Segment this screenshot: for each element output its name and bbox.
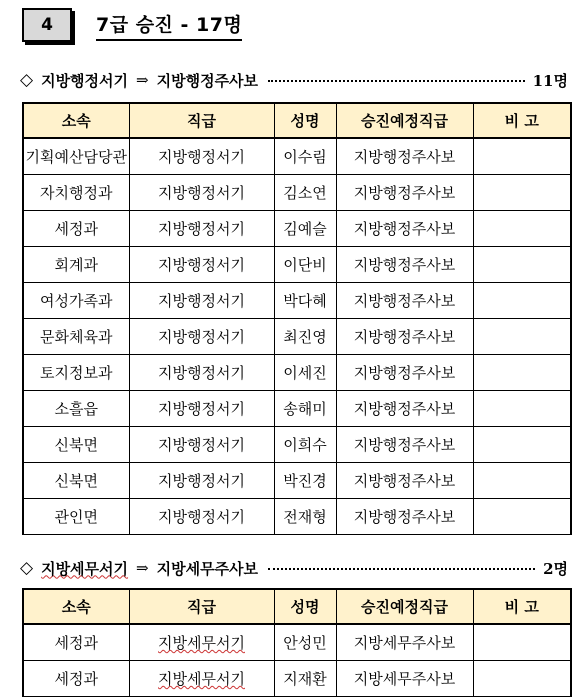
diamond-bullet-icon: ◇ bbox=[20, 70, 34, 90]
cell-rank: 지방행정서기 bbox=[129, 247, 274, 283]
table-row bbox=[23, 427, 571, 463]
cell-name: 이희수 bbox=[274, 427, 336, 463]
cell-remarks bbox=[473, 624, 571, 661]
cell-affiliation: 신북면 bbox=[23, 463, 129, 499]
header-promoted-rank: 승진예정직급 bbox=[336, 589, 473, 624]
cell-promoted-rank: 지방세무주사보 bbox=[336, 624, 473, 661]
cell-name: 김소연 bbox=[274, 175, 336, 211]
table-row bbox=[23, 624, 571, 661]
cell-affiliation: 회계과 bbox=[23, 247, 129, 283]
group-heading-admin bbox=[20, 69, 568, 91]
group-to-rank: 지방행정주사보 bbox=[156, 71, 259, 90]
promotion-table-admin bbox=[22, 102, 572, 535]
cell-promoted-rank: 지방행정주사보 bbox=[336, 247, 473, 283]
cell-remarks bbox=[473, 247, 571, 283]
arrow-icon: ⇒ bbox=[136, 71, 149, 89]
cell-affiliation: 관인면 bbox=[23, 499, 129, 535]
cell-affiliation: 세정과 bbox=[23, 661, 129, 697]
header-promoted-rank: 승진예정직급 bbox=[336, 103, 473, 138]
cell-name: 이단비 bbox=[274, 247, 336, 283]
table-row bbox=[23, 391, 571, 427]
cell-remarks bbox=[473, 175, 571, 211]
cell-promoted-rank: 지방행정주사보 bbox=[336, 283, 473, 319]
cell-promoted-rank: 지방행정주사보 bbox=[336, 499, 473, 535]
cell-rank: 지방행정서기 bbox=[129, 138, 274, 175]
cell-rank: 지방행정서기 bbox=[129, 283, 274, 319]
header-rank: 직급 bbox=[129, 103, 274, 138]
cell-promoted-rank: 지방행정주사보 bbox=[336, 138, 473, 175]
table-row bbox=[23, 211, 571, 247]
group-count: 2명 bbox=[543, 559, 568, 578]
cell-name: 안성민 bbox=[274, 624, 336, 661]
cell-remarks bbox=[473, 355, 571, 391]
group-from-rank: 지방세무서기 bbox=[41, 559, 129, 578]
cell-rank: 지방행정서기 bbox=[129, 211, 274, 247]
cell-affiliation: 신북면 bbox=[23, 427, 129, 463]
cell-name: 지재환 bbox=[274, 661, 336, 697]
cell-affiliation: 소흘읍 bbox=[23, 391, 129, 427]
cell-rank: 지방행정서기 bbox=[129, 427, 274, 463]
cell-name: 이수림 bbox=[274, 138, 336, 175]
table-header-row bbox=[23, 103, 571, 138]
section-title: 7급 승진 - 17명 bbox=[96, 10, 242, 41]
section-header bbox=[22, 6, 242, 44]
cell-remarks bbox=[473, 499, 571, 535]
header-affiliation: 소속 bbox=[23, 589, 129, 624]
cell-remarks bbox=[473, 319, 571, 355]
cell-rank: 지방행정서기 bbox=[129, 319, 274, 355]
cell-name: 전재형 bbox=[274, 499, 336, 535]
cell-affiliation: 기획예산담당관 bbox=[23, 138, 129, 175]
group-to-rank: 지방세무주사보 bbox=[156, 559, 259, 578]
table-row bbox=[23, 138, 571, 175]
header-remarks: 비 고 bbox=[473, 103, 571, 138]
cell-affiliation: 문화체육과 bbox=[23, 319, 129, 355]
header-remarks: 비 고 bbox=[473, 589, 571, 624]
dotted-leader bbox=[268, 568, 535, 570]
table-row bbox=[23, 247, 571, 283]
group-from-rank: 지방행정서기 bbox=[41, 71, 129, 90]
table-body bbox=[23, 624, 571, 697]
cell-remarks bbox=[473, 283, 571, 319]
cell-promoted-rank: 지방행정주사보 bbox=[336, 355, 473, 391]
cell-affiliation: 자치행정과 bbox=[23, 175, 129, 211]
cell-promoted-rank: 지방세무주사보 bbox=[336, 661, 473, 697]
cell-promoted-rank: 지방행정주사보 bbox=[336, 427, 473, 463]
table-body bbox=[23, 138, 571, 535]
header-name: 성명 bbox=[274, 589, 336, 624]
cell-affiliation: 여성가족과 bbox=[23, 283, 129, 319]
cell-remarks bbox=[473, 427, 571, 463]
table-row bbox=[23, 499, 571, 535]
cell-rank: 지방행정서기 bbox=[129, 175, 274, 211]
cell-promoted-rank: 지방행정주사보 bbox=[336, 463, 473, 499]
section-number: 4 bbox=[22, 8, 72, 42]
cell-remarks bbox=[473, 463, 571, 499]
table-row bbox=[23, 661, 571, 697]
cell-promoted-rank: 지방행정주사보 bbox=[336, 319, 473, 355]
table-row bbox=[23, 175, 571, 211]
header-rank: 직급 bbox=[129, 589, 274, 624]
table-header-row bbox=[23, 589, 571, 624]
cell-remarks bbox=[473, 211, 571, 247]
cell-name: 김예슬 bbox=[274, 211, 336, 247]
cell-promoted-rank: 지방행정주사보 bbox=[336, 391, 473, 427]
promotion-table-tax bbox=[22, 588, 572, 697]
cell-name: 이세진 bbox=[274, 355, 336, 391]
cell-rank: 지방행정서기 bbox=[129, 499, 274, 535]
diamond-bullet-icon: ◇ bbox=[20, 558, 34, 578]
table-row bbox=[23, 283, 571, 319]
group-count: 11명 bbox=[532, 71, 568, 90]
cell-affiliation: 토지정보과 bbox=[23, 355, 129, 391]
arrow-icon: ⇒ bbox=[136, 559, 149, 577]
header-name: 성명 bbox=[274, 103, 336, 138]
table-row bbox=[23, 463, 571, 499]
table-row bbox=[23, 355, 571, 391]
dotted-leader bbox=[268, 80, 525, 82]
cell-rank: 지방행정서기 bbox=[129, 355, 274, 391]
group-heading-tax bbox=[20, 557, 568, 579]
cell-affiliation: 세정과 bbox=[23, 624, 129, 661]
cell-name: 최진영 bbox=[274, 319, 336, 355]
cell-name: 박진경 bbox=[274, 463, 336, 499]
cell-rank: 지방행정서기 bbox=[129, 391, 274, 427]
cell-rank: 지방세무서기 bbox=[129, 661, 274, 697]
cell-promoted-rank: 지방행정주사보 bbox=[336, 175, 473, 211]
cell-remarks bbox=[473, 391, 571, 427]
cell-rank: 지방행정서기 bbox=[129, 463, 274, 499]
cell-name: 박다혜 bbox=[274, 283, 336, 319]
cell-remarks bbox=[473, 138, 571, 175]
cell-name: 송해미 bbox=[274, 391, 336, 427]
cell-affiliation: 세정과 bbox=[23, 211, 129, 247]
header-affiliation: 소속 bbox=[23, 103, 129, 138]
cell-rank: 지방세무서기 bbox=[129, 624, 274, 661]
cell-remarks bbox=[473, 661, 571, 697]
table-row bbox=[23, 319, 571, 355]
cell-promoted-rank: 지방행정주사보 bbox=[336, 211, 473, 247]
